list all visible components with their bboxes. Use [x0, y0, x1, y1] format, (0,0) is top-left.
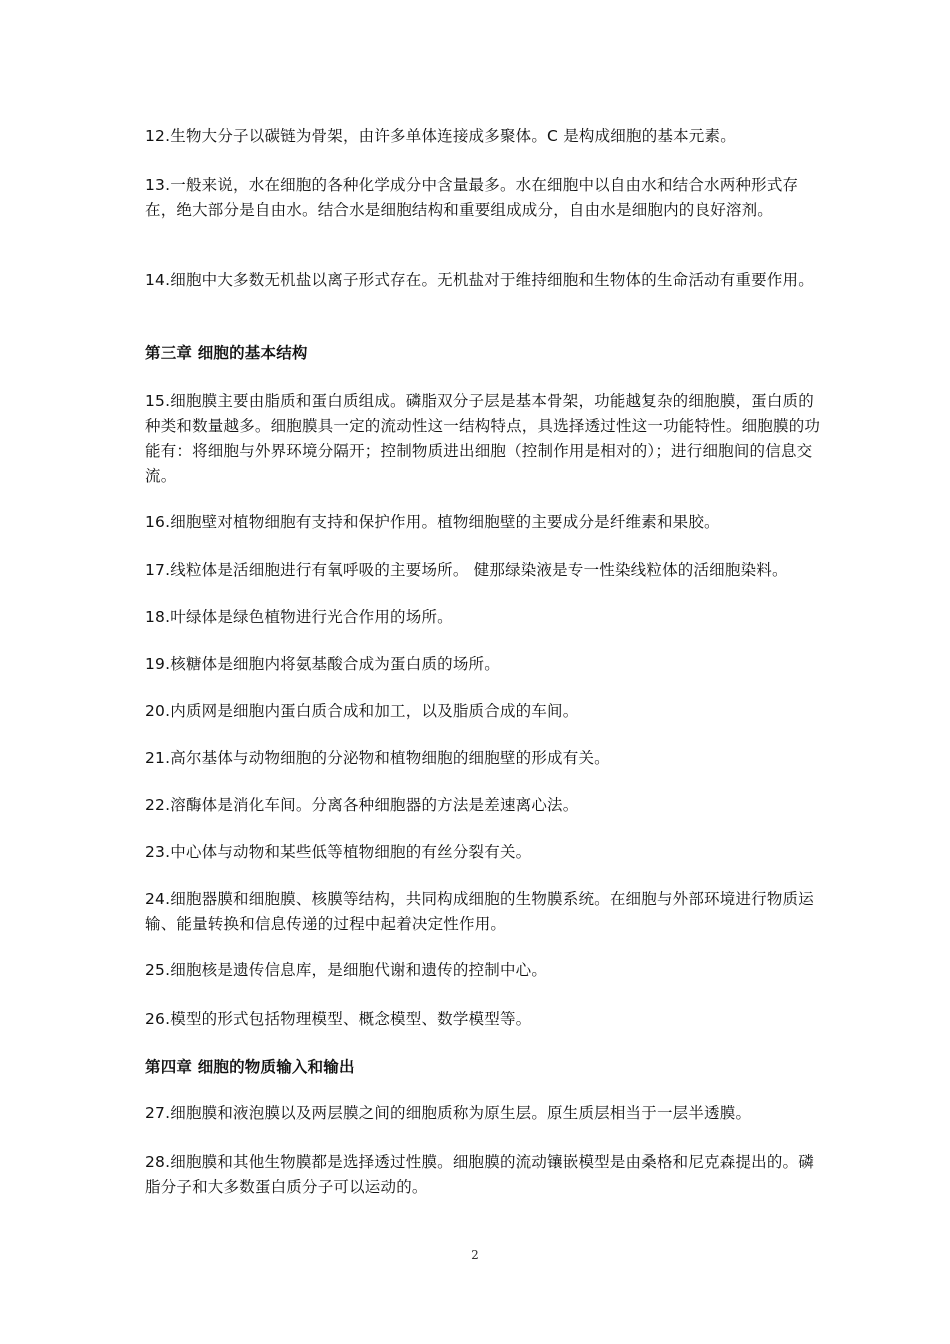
- chapter-3-heading: 第三章 细胞的基本结构: [145, 344, 308, 362]
- paragraph-27: 27.细胞膜和液泡膜以及两层膜之间的细胞质称为原生层。原生质层相当于一层半透膜。: [145, 1104, 752, 1122]
- paragraph-26: 26.模型的形式包括物理模型、概念模型、数学模型等。: [145, 1010, 532, 1028]
- paragraph-20: 20.内质网是细胞内蛋白质合成和加工，以及脂质合成的车间。: [145, 702, 579, 720]
- paragraph-17: 17.线粒体是活细胞进行有氧呼吸的主要场所。 健那绿染液是专一性染线粒体的活细胞染料。: [145, 561, 788, 579]
- chapter-4-heading: 第四章 细胞的物质输入和输出: [145, 1058, 355, 1076]
- paragraph-23: 23.中心体与动物和某些低等植物细胞的有丝分裂有关。: [145, 843, 532, 861]
- paragraph-22: 22.溶酶体是消化车间。分离各种细胞器的方法是差速离心法。: [145, 796, 579, 814]
- paragraph-19: 19.核糖体是细胞内将氨基酸合成为蛋白质的场所。: [145, 655, 500, 673]
- paragraph-21: 21.高尔基体与动物细胞的分泌物和植物细胞的细胞壁的形成有关。: [145, 749, 610, 767]
- paragraph-13: 13.一般来说，水在细胞的各种化学成分中含量最多。水在细胞中以自由水和结合水两种形式存在，绝大部分是自由水。结合水是细胞结构和重要组成成分，自由水是细胞内的良好溶剂。: [145, 176, 799, 219]
- paragraph-12: 12.生物大分子以碳链为骨架，由许多单体连接成多聚体。C 是构成细胞的基本元素。: [145, 127, 736, 145]
- paragraph-28: 28.细胞膜和其他生物膜都是选择透过性膜。细胞膜的流动镶嵌模型是由桑格和尼克森提出的。磷脂分子和大多数蛋白质分子可以运动的。: [145, 1153, 814, 1196]
- paragraph-24: 24.细胞器膜和细胞膜、核膜等结构，共同构成细胞的生物膜系统。在细胞与外部环境进行物质运输、能量转换和信息传递的过程中起着决定性作用。: [145, 890, 814, 933]
- paragraph-16: 16.细胞壁对植物细胞有支持和保护作用。植物细胞壁的主要成分是纤维素和果胶。: [145, 513, 720, 531]
- page-number: 2: [471, 1248, 479, 1262]
- paragraph-14: 14.细胞中大多数无机盐以离子形式存在。无机盐对于维持细胞和生物体的生命活动有重要作用。: [145, 271, 814, 289]
- paragraph-15: 15.细胞膜主要由脂质和蛋白质组成。磷脂双分子层是基本骨架，功能越复杂的细胞膜，蛋白质的种类和数量越多。细胞膜具一定的流动性这一结构特点，具选择透过性这一功能特性。细胞膜的功能有：将细胞与外界环境分隔开；控制物质进出细胞（控制作用是相对的）；进行细胞间的信息交流。: [145, 392, 821, 485]
- paragraph-18: 18.叶绿体是绿色植物进行光合作用的场所。: [145, 608, 453, 626]
- paragraph-25: 25.细胞核是遗传信息库，是细胞代谢和遗传的控制中心。: [145, 961, 548, 979]
